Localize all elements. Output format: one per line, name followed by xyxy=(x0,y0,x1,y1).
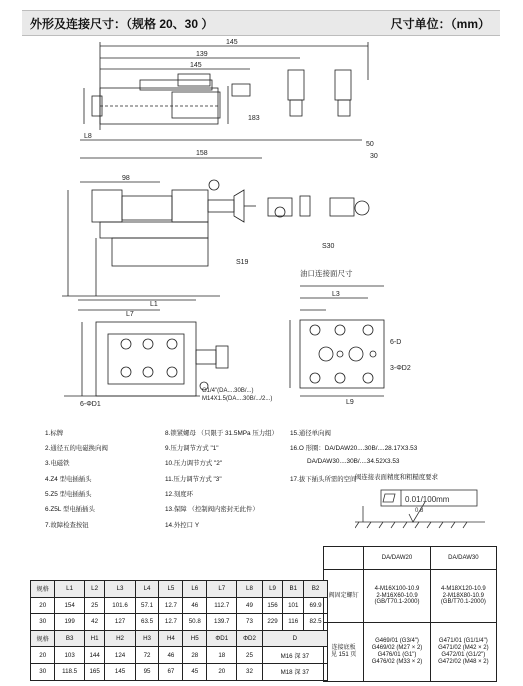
dimension-table: 规格 L1 L2 L3 L4 L5 L6 L7 L8 L9 B1 B2 20 154 25 101.6 57.1 12.7 46 112.7 49 156 101 69.9 30 199 42 127 63.5 12.7 50.8 139.7 73 229 116 82.5 规格 B3 H1 H2 H3 H4 H5 ΦD1 ΦD2 D 20 103 144 124 72 46 28 18 25 M16 深 37 30 118.5 165 145 95 67 45 20 32 M18 深 37 xyxy=(30,580,328,681)
finish-symbols xyxy=(355,484,495,544)
plan-view xyxy=(64,300,228,396)
dim-s30: S30 xyxy=(322,243,335,250)
dim-145-inner: 145 xyxy=(190,62,202,69)
dim-l7: L7 xyxy=(126,311,134,318)
top-view xyxy=(84,42,368,130)
dim-30: 30 xyxy=(370,153,378,160)
part-item: 7.故障检查按钮 xyxy=(45,522,89,529)
part-item: 5.Z5 型电插插头 xyxy=(45,491,92,498)
dim-6d1: 6-ΦD1 xyxy=(80,401,101,408)
part-item: 2.通径五的电磁换向阀 xyxy=(45,445,108,452)
page-title: 外形及连接尺寸：（规格 20、30 ） xyxy=(30,17,214,31)
dim-50: 50 xyxy=(366,141,374,148)
part-item: 12.刻度环 xyxy=(165,491,194,498)
dim-145-top: 145 xyxy=(226,39,238,46)
bolt-row2-c1: G469/01 (G3/4") G469/02 (M27 × 2) G476/01 (G1") G476/02 (M33 × 2) xyxy=(364,623,430,682)
part-item: 16.O 形圈：DA/DAW20....30B/....28.17X3.53 xyxy=(290,445,418,452)
part-item: 17.拔下插头所需的空间 xyxy=(290,476,357,483)
bolt-row1-c2: 4-M18X120-10.9 2-M18X80-10.9 (GB/T70.1-2000) xyxy=(430,570,496,623)
bolt-row2-label: 连接底板 见 151 页 xyxy=(324,623,364,682)
callout-line-1: G1/4"(DA....30B/...) xyxy=(202,388,254,394)
part-item: 6.Z5L 型电插插头 xyxy=(45,506,95,513)
surface-finish xyxy=(355,472,495,542)
bolt-table xyxy=(323,546,497,682)
part-item: 13.保障 （控制阀内密封无此件） xyxy=(165,506,259,513)
unit-label: 尺寸单位：（mm） xyxy=(390,17,490,31)
part-item: 9.压力调节方式 "1" xyxy=(165,445,219,452)
part-item: 10.压力调节方式 "2" xyxy=(165,460,223,467)
bolt-col2: DA/DAW30 xyxy=(430,547,496,570)
dim-l8: L8 xyxy=(84,133,92,140)
dim-139: 139 xyxy=(196,51,208,58)
dim-s19: S19 xyxy=(236,259,249,266)
part-item: 8.锁紧螺母 （只限于 31.5MPa 压力组） xyxy=(165,430,278,437)
bolt-row2-c2: G471/01 (G1/1/4") G471/02 (M42 × 2) G472/01 (G1/2") G472/02 (M48 × 2) xyxy=(430,623,496,682)
table-row: 20 154 25 101.6 57.1 12.7 46 112.7 49 156 101 69.9 xyxy=(31,597,328,614)
part-item: 11.压力调节方式 "3" xyxy=(165,476,222,483)
table-row: 30 199 42 127 63.5 12.7 50.8 139.7 73 229 116 82.5 xyxy=(31,614,328,631)
mount-face-title: 油口连接面尺寸 xyxy=(300,269,353,278)
roughness-value: 0.8 xyxy=(415,508,424,514)
mounting-face xyxy=(290,286,384,396)
part-item: 15.通径单向阀 xyxy=(290,430,331,437)
bolt-col1: DA/DAW20 xyxy=(364,547,430,570)
part-item: 3.电磁铁 xyxy=(45,460,70,467)
dim-l3: L3 xyxy=(332,291,340,298)
dim-l1: L1 xyxy=(150,301,158,308)
part-item: 1.标牌 xyxy=(45,430,64,437)
flatness-value: 0.01/100mm xyxy=(405,495,450,504)
dim-158: 158 xyxy=(196,150,208,157)
part-item: 4.Z4 型电插插头 xyxy=(45,476,92,483)
dim-l9: L9 xyxy=(346,399,354,406)
dim-183: 183 xyxy=(248,115,260,122)
table-row: 20 103 144 124 72 46 28 18 25 M16 深 37 xyxy=(31,647,328,664)
finish-label: 阀连接表面精度和粗糙度要求 xyxy=(355,474,439,481)
dim-98: 98 xyxy=(122,175,130,182)
part-item: 14.外控口 Y xyxy=(165,522,200,529)
table-row: 30 118.5 165 145 95 67 45 20 32 M18 深 37 xyxy=(31,663,328,680)
dim-6d: 6-D xyxy=(390,339,402,346)
bolt-row1-label: 阀固定螺钉 xyxy=(324,570,364,623)
bolt-row1-c1: 4-M16X100-10.9 2-M16X60-10.9 (GB/T70.1-2000) xyxy=(364,570,430,623)
callout-line-2: M14X1.5(DA....30B/.../2...) xyxy=(202,396,273,402)
dim-3d2: 3-ΦD2 xyxy=(390,365,411,372)
part-item: DA/DAW30....30B/....34.52X3.53 xyxy=(307,458,400,465)
